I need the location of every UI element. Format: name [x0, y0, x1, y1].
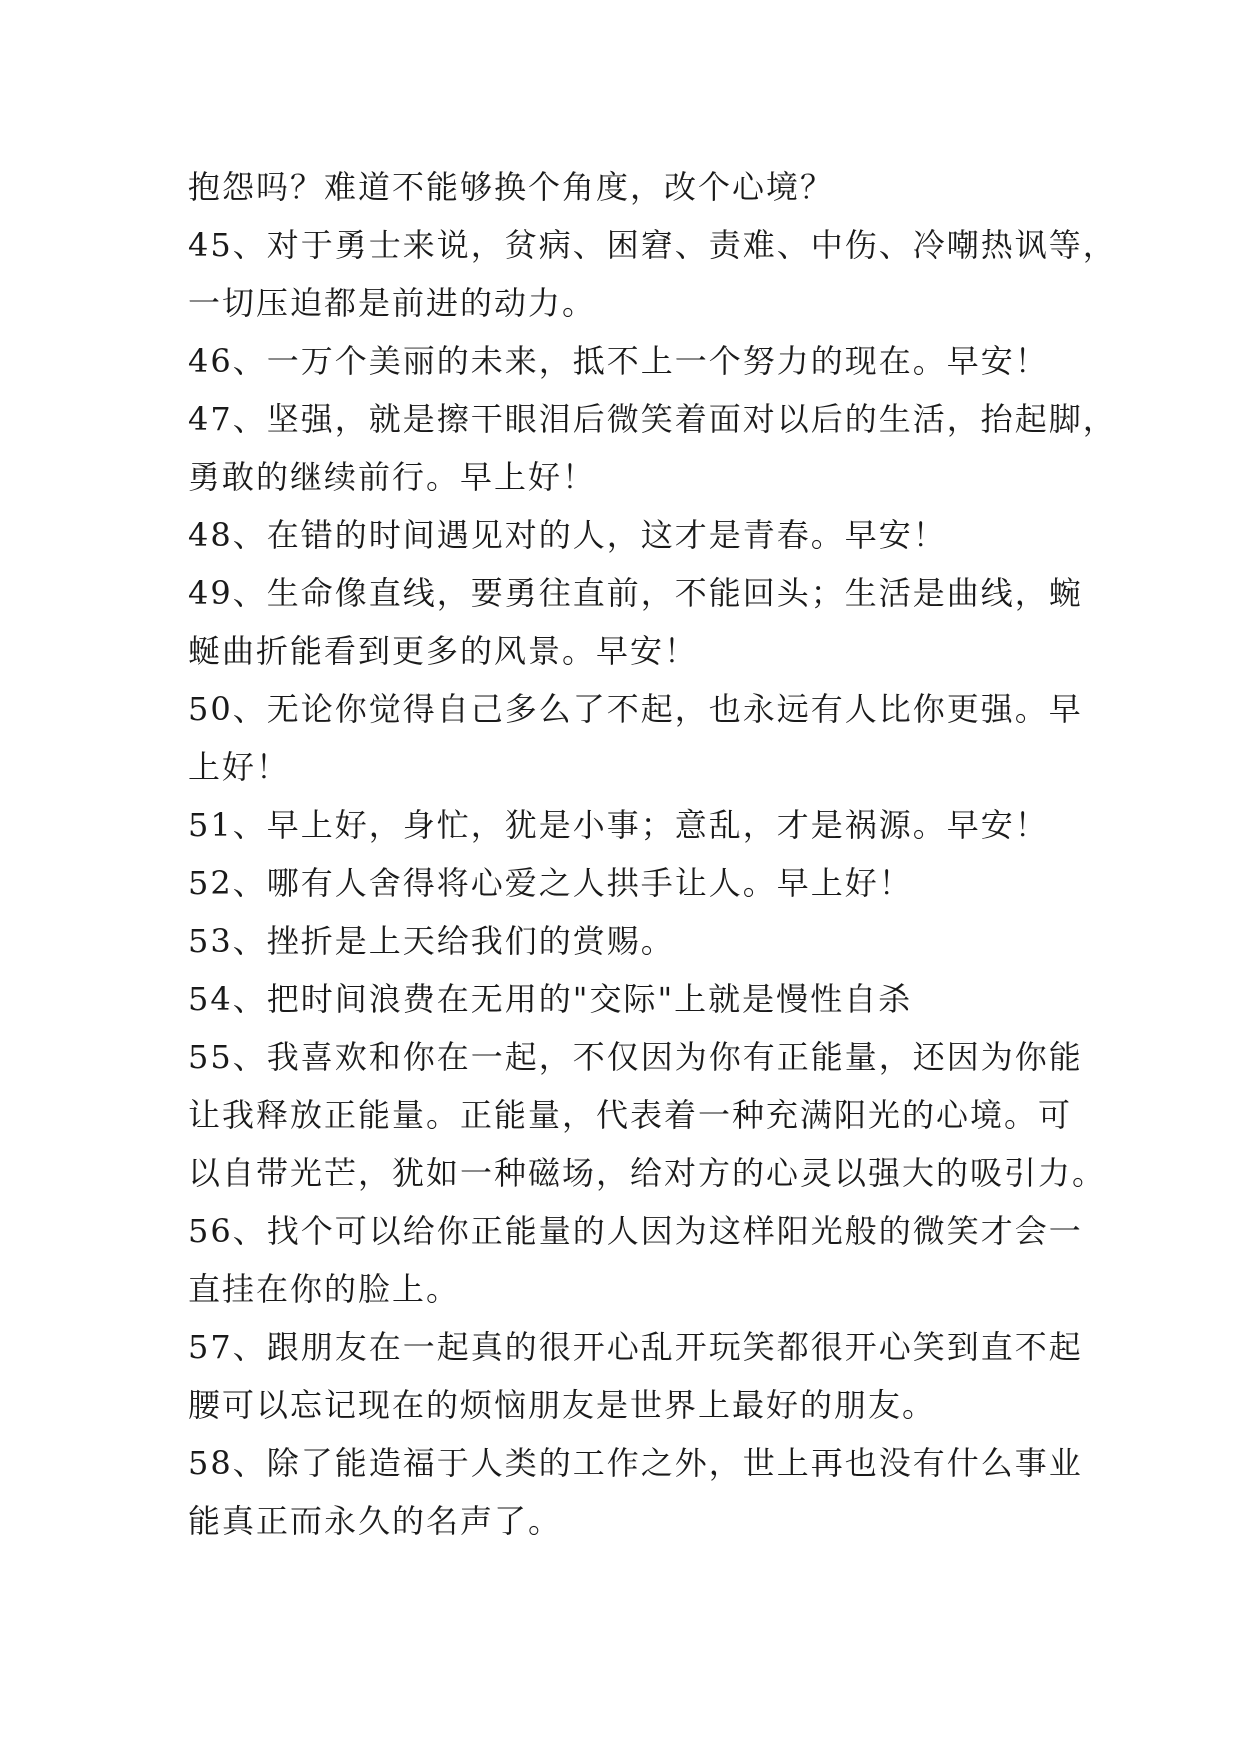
text-line: 抱怨吗？难道不能够换个角度，改个心境？: [188, 168, 835, 206]
text-line: 51、早上好，身忙，犹是小事；意乱，才是祸源。早安！: [188, 806, 1049, 844]
text-line: 腰可以忘记现在的烦恼朋友是世界上最好的朋友。: [188, 1386, 937, 1424]
text-line: 57、跟朋友在一起真的很开心乱开玩笑都很开心笑到直不起: [188, 1328, 1083, 1366]
text-line: 勇敢的继续前行。早上好！: [188, 458, 597, 496]
text-line: 53、挫折是上天给我们的赏赐。: [188, 922, 675, 960]
text-line: 以自带光芒，犹如一种磁场，给对方的心灵以强大的吸引力。: [188, 1154, 1107, 1192]
text-line: 52、哪有人舍得将心爱之人拱手让人。早上好！: [188, 864, 913, 902]
text-line: 蜒曲折能看到更多的风景。早安！: [188, 632, 699, 670]
text-line: 能真正而永久的名声了。: [188, 1502, 563, 1540]
text-line: 49、生命像直线，要勇往直前，不能回头；生活是曲线，蜿: [188, 574, 1083, 612]
text-line: 54、把时间浪费在无用的"交际"上就是慢性自杀: [188, 980, 913, 1018]
text-line: 47、坚强，就是擦干眼泪后微笑着面对以后的生活，抬起脚，: [188, 400, 1117, 438]
text-line: 45、对于勇士来说，贫病、困窘、责难、中伤、冷嘲热讽等，: [188, 226, 1117, 264]
text-line: 一切压迫都是前进的动力。: [188, 284, 597, 322]
text-line: 56、找个可以给你正能量的人因为这样阳光般的微笑才会一: [188, 1212, 1083, 1250]
text-line: 上好！: [188, 748, 291, 786]
text-line: 46、一万个美丽的未来，抵不上一个努力的现在。早安！: [188, 342, 1049, 380]
text-line: 48、在错的时间遇见对的人，这才是青春。早安！: [188, 516, 947, 554]
text-line: 让我释放正能量。正能量，代表着一种充满阳光的心境。可: [188, 1096, 1073, 1134]
text-line: 直挂在你的脸上。: [188, 1270, 461, 1308]
text-line: 58、除了能造福于人类的工作之外，世上再也没有什么事业: [188, 1444, 1083, 1482]
text-line: 55、我喜欢和你在一起，不仅因为你有正能量，还因为你能: [188, 1038, 1083, 1076]
document-body: [188, 158, 1117, 1550]
text-line: 50、无论你觉得自己多么了不起，也永远有人比你更强。早: [188, 690, 1083, 728]
